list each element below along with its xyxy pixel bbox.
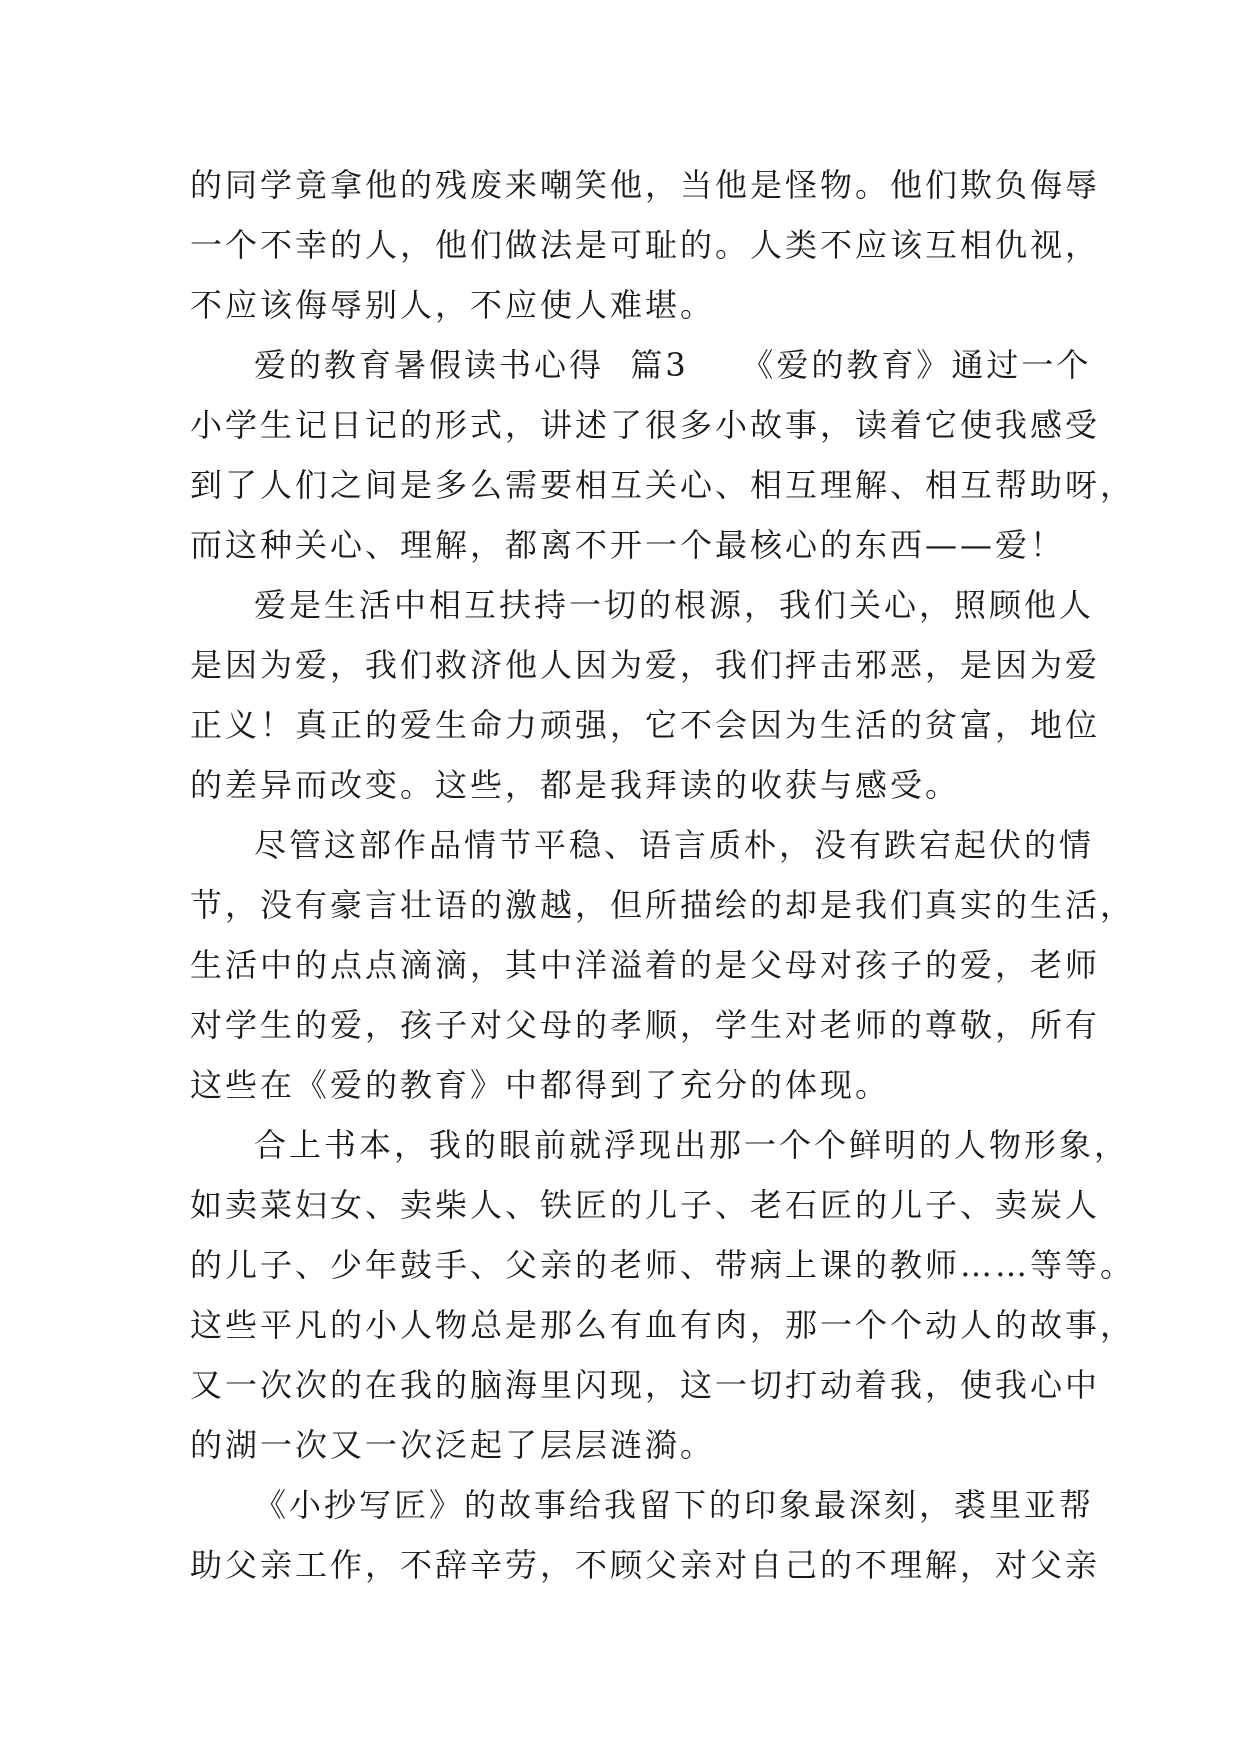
text-line: 对学生的爱，孩子对父母的孝顺，学生对老师的尊敬，所有 bbox=[190, 1006, 1101, 1044]
text-line: 而这种关心、理解，都离不开一个最核心的东西——爱！ bbox=[190, 526, 1066, 564]
paragraph-start-line: 爱是生活中相互扶持一切的根源，我们关心，照顾他人 bbox=[254, 586, 1095, 624]
text-line: 的湖一次又一次泛起了层层涟漪。 bbox=[190, 1426, 716, 1464]
text-line: 到了人们之间是多么需要相互关心、相互理解、相互帮助呀， bbox=[190, 466, 1136, 504]
text-line: 一个不幸的人，他们做法是可耻的。人类不应该互相仇视， bbox=[190, 226, 1101, 264]
section-heading-line: 爱的教育暑假读书心得 篇3 《爱的教育》通过一个 bbox=[254, 346, 1092, 384]
text-line: 如卖菜妇女、卖柴人、铁匠的儿子、老石匠的儿子、卖炭人 bbox=[190, 1186, 1101, 1224]
text-line: 又一次次的在我的脑海里闪现，这一切打动着我，使我心中 bbox=[190, 1366, 1101, 1404]
body-text bbox=[190, 155, 1136, 1595]
text-line: 小学生记日记的形式，讲述了很多小故事，读着它使我感受 bbox=[190, 406, 1101, 444]
text-line: 这些在《爱的教育》中都得到了充分的体现。 bbox=[190, 1066, 891, 1104]
text-line: 生活中的点点滴滴，其中洋溢着的是父母对孩子的爱，老师 bbox=[190, 946, 1101, 984]
text-line: 的差异而改变。这些，都是我拜读的收获与感受。 bbox=[190, 766, 961, 804]
paragraph-start-line: 尽管这部作品情节平稳、语言质朴，没有跌宕起伏的情 bbox=[254, 826, 1095, 864]
paragraph-start-line: 合上书本，我的眼前就浮现出那一个个鲜明的人物形象， bbox=[254, 1126, 1130, 1164]
text-line: 不应该侮辱别人，不应使人难堪。 bbox=[190, 286, 716, 324]
text-line: 节，没有豪言壮语的激越，但所描绘的却是我们真实的生活， bbox=[190, 886, 1136, 924]
text-line: 这些平凡的小人物总是那么有血有肉，那一个个动人的故事， bbox=[190, 1306, 1136, 1344]
paragraph-start-line: 《小抄写匠》的故事给我留下的印象最深刻，裘里亚帮 bbox=[254, 1486, 1095, 1524]
text-line: 的同学竟拿他的残废来嘲笑他，当他是怪物。他们欺负侮辱 bbox=[190, 166, 1101, 204]
text-line: 正义！真正的爱生命力顽强，它不会因为生活的贫富，地位 bbox=[190, 706, 1101, 744]
text-line: 助父亲工作，不辞辛劳，不顾父亲对自己的不理解，对父亲 bbox=[190, 1546, 1101, 1584]
text-line: 的儿子、少年鼓手、父亲的老师、带病上课的教师……等等。 bbox=[190, 1246, 1136, 1284]
text-line: 是因为爱，我们救济他人因为爱，我们抨击邪恶，是因为爱 bbox=[190, 646, 1101, 684]
